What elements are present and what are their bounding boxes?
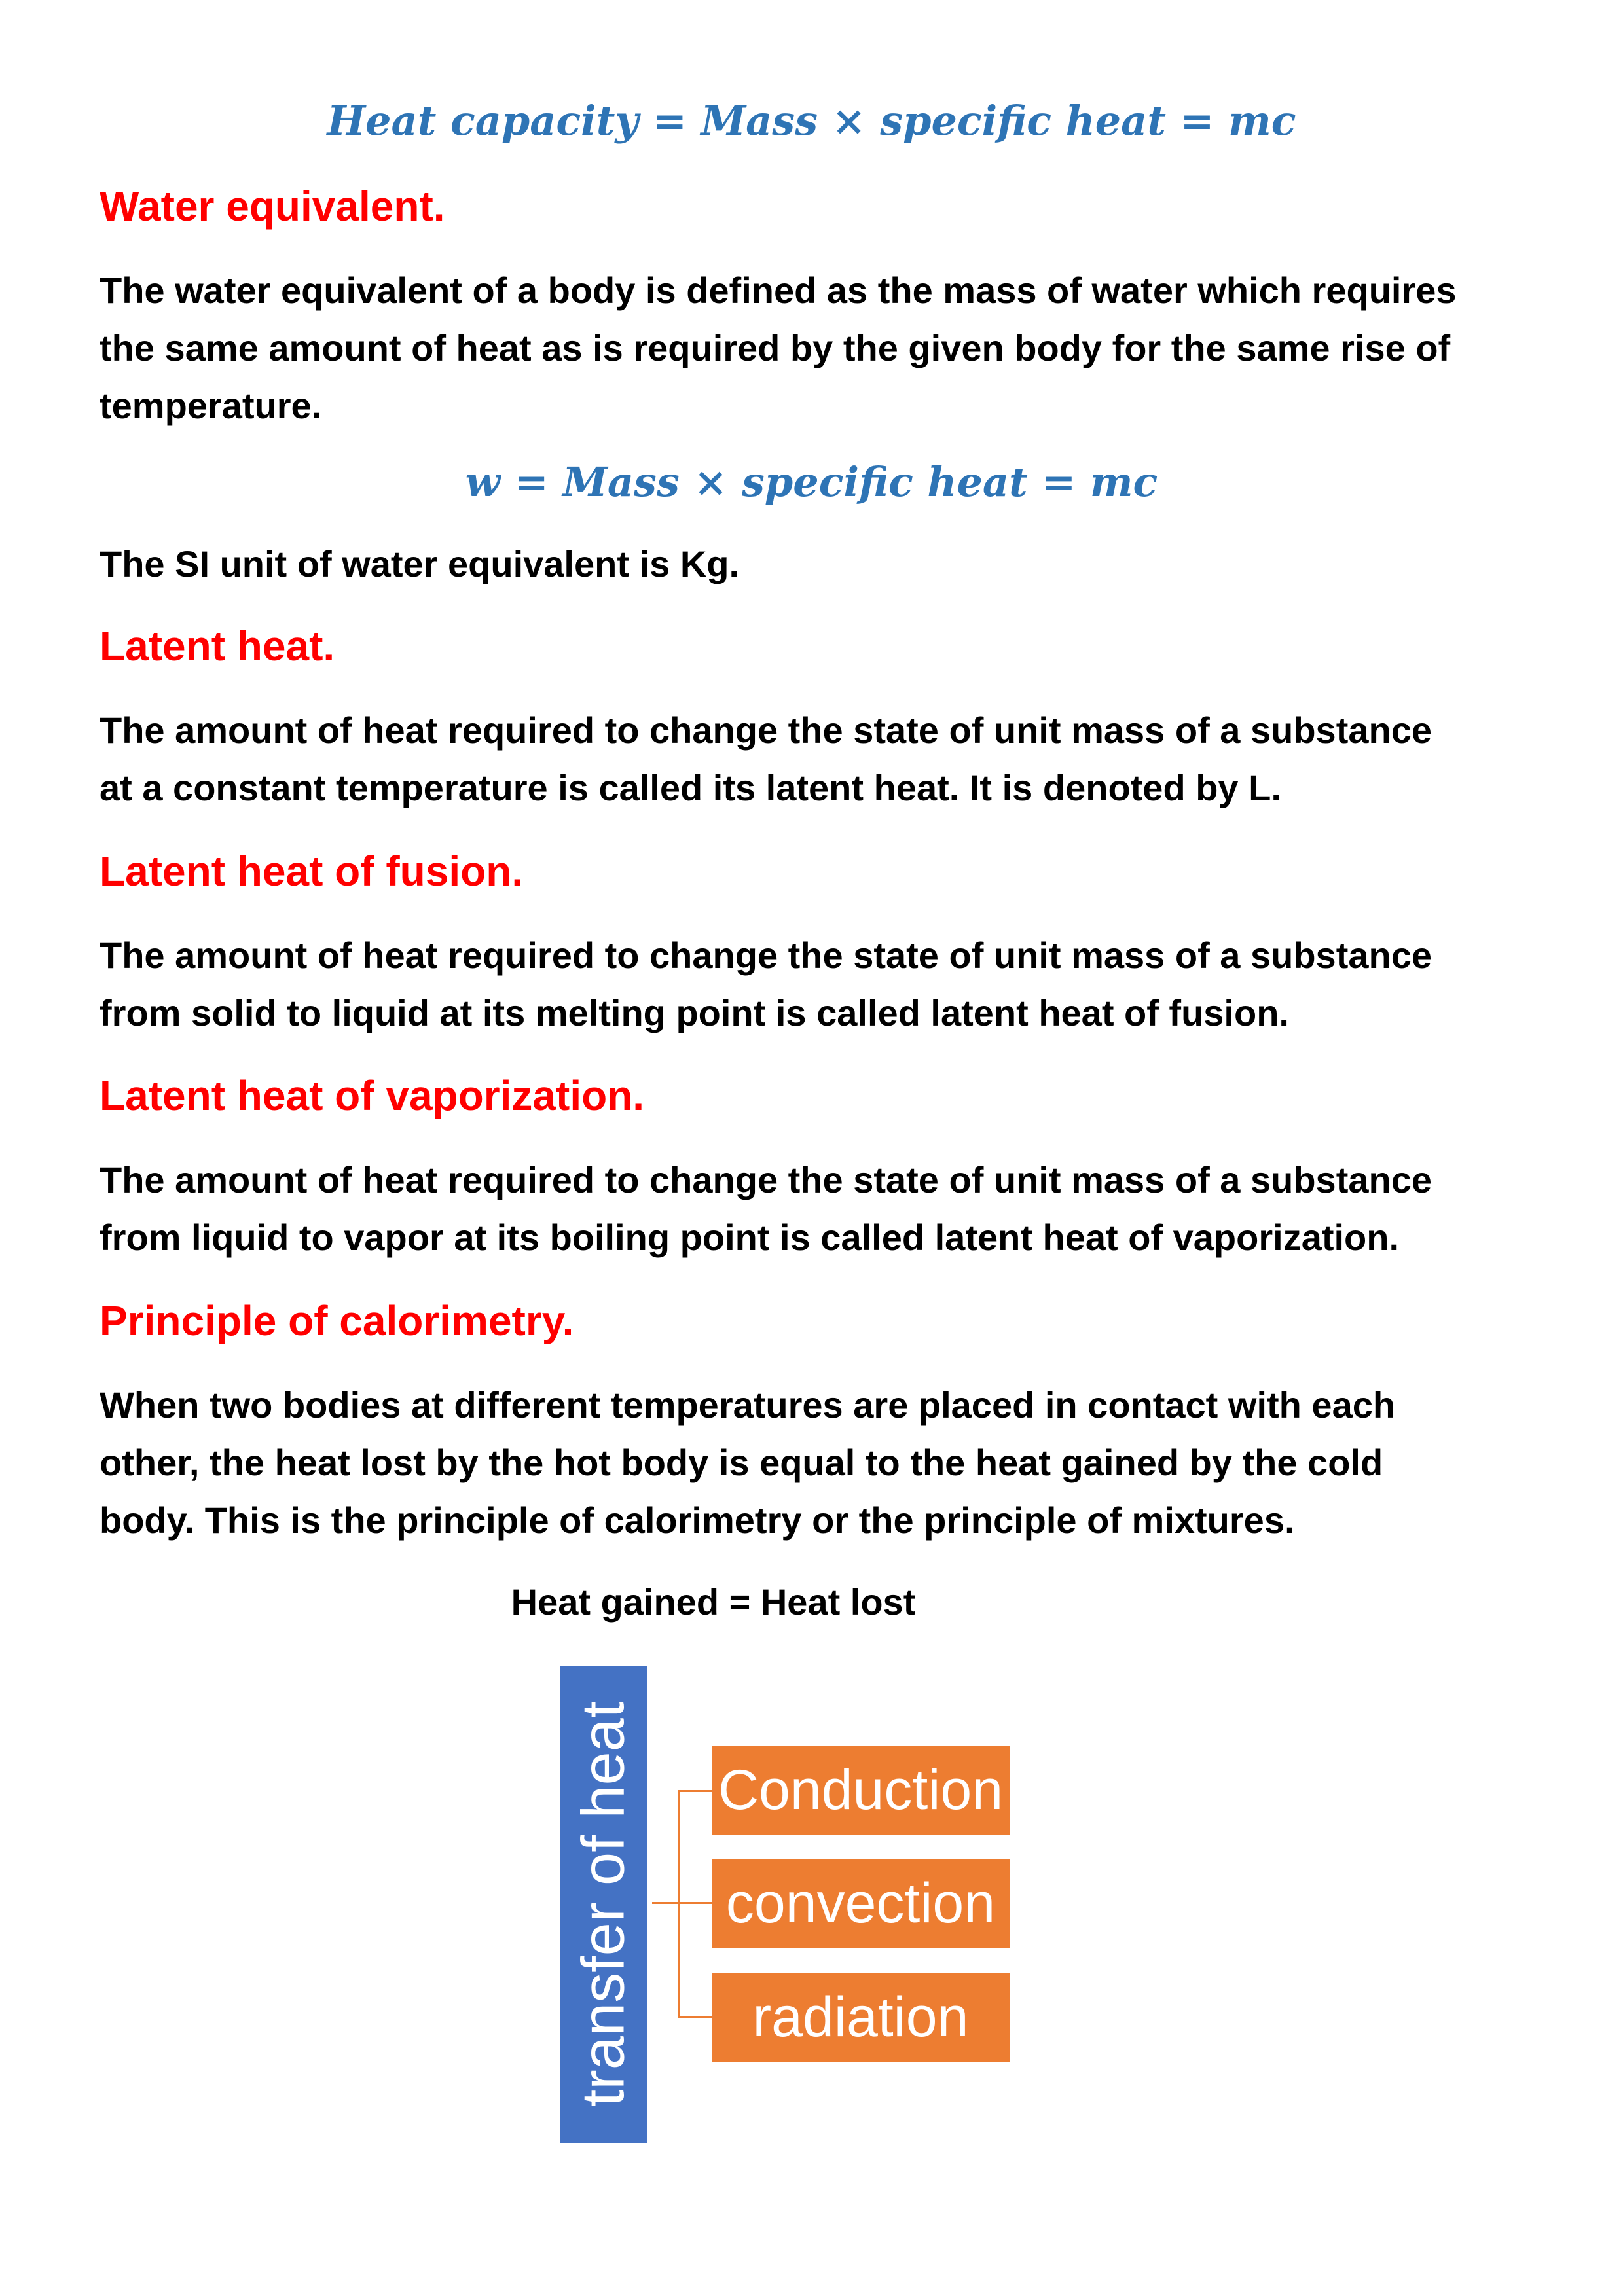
- connector-trunk: [652, 1902, 680, 1904]
- transfer-of-heat-box: [560, 1666, 647, 2143]
- latent-heat-paragraph: [100, 702, 1533, 817]
- paragraph-line: at a constant temperature is called its latent heat. It is denoted by L.: [100, 767, 1281, 808]
- latent-heat-heading: Latent heat.: [100, 622, 335, 670]
- paragraph-line: body. This is the principle of calorimetry or the principle of mixtures.: [100, 1499, 1295, 1541]
- connector-branch-2: [678, 1902, 712, 1904]
- paragraph-line: The amount of heat required to change the state of unit mass of a substance: [100, 709, 1432, 751]
- si-unit-text: [100, 535, 1533, 593]
- paragraph-line: other, the heat lost by the hot body is equal to the heat gained by the cold: [100, 1442, 1383, 1483]
- paragraph-line: The amount of heat required to change the state of unit mass of a substance: [100, 935, 1432, 976]
- latent-heat-vaporization-heading: Latent heat of vaporization.: [100, 1072, 645, 1119]
- latent-heat-vaporization-paragraph: [100, 1151, 1533, 1266]
- water-equivalent-heading: Water equivalent.: [100, 183, 445, 230]
- connector-branch-3: [678, 2016, 712, 2018]
- calorimetry-heading: Principle of calorimetry.: [100, 1297, 574, 1344]
- paragraph-line: When two bodies at different temperatures are placed in contact with each: [100, 1384, 1396, 1426]
- heat-balance-equation: Heat gained = Heat lost: [511, 1581, 916, 1623]
- conduction-box: Conduction: [712, 1746, 1010, 1835]
- water-equivalent-paragraph: [100, 262, 1533, 435]
- latent-heat-fusion-heading: Latent heat of fusion.: [100, 848, 524, 895]
- connector-branch-1: [678, 1790, 712, 1792]
- paragraph-line: The SI unit of water equivalent is Kg.: [100, 543, 740, 584]
- convection-box: convection: [712, 1859, 1010, 1948]
- calorimetry-paragraph: [100, 1376, 1533, 1549]
- paragraph-line: from solid to liquid at its melting point is called latent heat of fusion.: [100, 992, 1289, 1033]
- paragraph-line: the same amount of heat as is required by the given body for the same rise of: [100, 327, 1451, 368]
- paragraph-line: The amount of heat required to change the state of unit mass of a substance: [100, 1159, 1432, 1200]
- latent-heat-fusion-paragraph: [100, 927, 1533, 1042]
- paragraph-line: The water equivalent of a body is defined as the mass of water which requires: [100, 270, 1457, 311]
- radiation-box: radiation: [712, 1973, 1010, 2062]
- transfer-of-heat-label: transfer of heat: [570, 1701, 637, 2107]
- paragraph-line: temperature.: [100, 385, 322, 426]
- paragraph-line: from liquid to vapor at its boiling point is called latent heat of vaporization.: [100, 1217, 1400, 1258]
- heat-capacity-formula: Heat capacity = Mass × specific heat = mc: [327, 97, 1296, 145]
- water-equivalent-formula: w = Mass × specific heat = mc: [465, 458, 1158, 506]
